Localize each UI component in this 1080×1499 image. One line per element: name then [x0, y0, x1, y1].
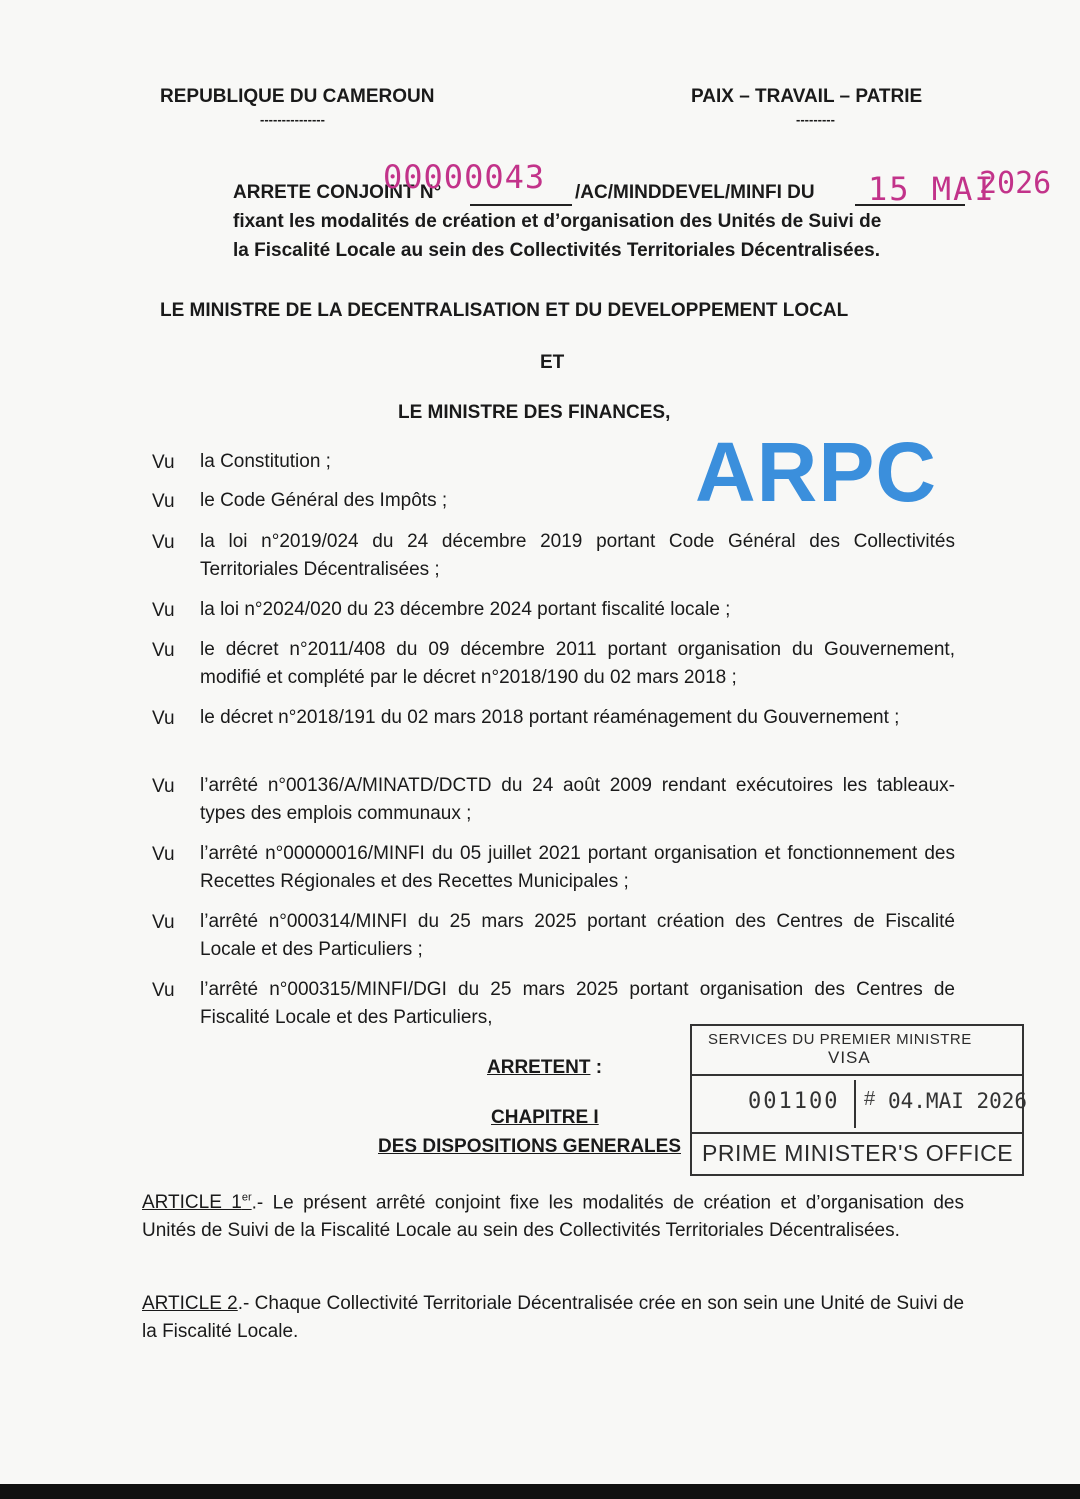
header-left-dash: --------------- — [260, 112, 325, 127]
visa-stamp — [690, 1024, 1028, 1176]
stamp-arrete-date: 15 MAI — [868, 170, 996, 208]
vu-label: Vu — [152, 708, 175, 729]
chapter-title: DES DISPOSITIONS GENERALES — [378, 1136, 681, 1157]
stamp-arrete-number: 00000043 — [383, 158, 546, 196]
visa-stamp-divider — [854, 1080, 856, 1128]
title-prefix: ARRETE CONJOINT N° — [233, 182, 442, 203]
vu-label: Vu — [152, 600, 175, 621]
article-1-text: .- Le présent arrêté conjoint fixe les modalités de création et d’organisation des Unités de Suivi de la Fiscalité Locale au sein des Collectivités Territoriales Décentralisées. — [142, 1192, 965, 1242]
visa-stamp-header — [692, 1026, 1022, 1076]
vu-item-loi-2019: la loi n°2019/024 du 24 décembre 2019 portant Code Général des Collectivités Territoriales Décentralisées ; — [200, 531, 955, 580]
article-1-label: ARTICLE 1er — [142, 1192, 252, 1214]
visa-stamp-visa: VISA — [828, 1048, 871, 1067]
vu-label: Vu — [152, 452, 175, 473]
header-country: REPUBLIQUE DU CAMEROUN — [160, 86, 435, 107]
vu-label: Vu — [152, 776, 175, 797]
visa-stamp-number: 001100 — [748, 1089, 840, 1114]
title-line-3: la Fiscalité Locale au sein des Collectivités Territoriales Décentralisées. — [233, 240, 881, 261]
visa-stamp-service: SERVICES DU PREMIER MINISTRE — [708, 1031, 972, 1048]
vu-label: Vu — [152, 532, 175, 553]
visa-stamp-date: 04.MAI 2026 — [888, 1089, 1028, 1113]
minister-finances: LE MINISTRE DES FINANCES, — [398, 402, 671, 423]
visa-stamp-office: PRIME MINISTER'S OFFICE — [702, 1140, 1014, 1166]
visa-stamp-body — [692, 1076, 1028, 1134]
article-2 — [142, 1290, 964, 1346]
vu-item-arrete-2009: l’arrêté n°00136/A/MINATD/DCTD du 24 août 2009 rendant exécutoires les tableaux-types des emplois communaux ; — [200, 775, 955, 824]
vu-item-arrete-315: l’arrêté n°000315/MINFI/DGI du 25 mars 2025 portant organisation des Centres de Fiscalité Locale et des Particuliers, — [200, 979, 955, 1028]
ministers-and: ET — [540, 352, 565, 373]
article-2-label: ARTICLE 2 — [142, 1293, 238, 1314]
vu-item-code-impots: le Code Général des Impôts ; — [200, 490, 448, 511]
header-motto: PAIX – TRAVAIL – PATRIE — [691, 86, 923, 107]
vu-item-arrete-314: l’arrêté n°000314/MINFI du 25 mars 2025 portant création des Centres de Fiscalité Locale et des Particuliers ; — [200, 911, 955, 960]
vu-item-decret-2011: le décret n°2011/408 du 09 décembre 2011 portant organisation du Gouvernement, modifié et complété par le décret n°2018/190 du 02 mars 2018 ; — [200, 639, 955, 688]
arpc-watermark: ARPC — [695, 425, 938, 519]
title-number-underline — [470, 204, 572, 206]
minister-decentralisation: LE MINISTRE DE LA DECENTRALISATION ET DU DEVELOPPEMENT LOCAL — [160, 300, 849, 321]
bottom-edge — [0, 1484, 1080, 1499]
vu-item-constitution: la Constitution ; — [200, 451, 331, 472]
vu-label: Vu — [152, 640, 175, 661]
vu-label: Vu — [152, 491, 175, 512]
stamp-arrete-year: 2026 — [979, 166, 1052, 201]
vu-label: Vu — [152, 912, 175, 933]
vu-item-decret-2018: le décret n°2018/191 du 02 mars 2018 portant réaménagement du Gouvernement ; — [200, 707, 900, 728]
vu-item-arrete-2021: l’arrêté n°00000016/MINFI du 05 juillet 2021 portant organisation et fonctionnement des Recettes Régionales et des Recettes Municipales ; — [200, 843, 955, 892]
article-2-text: .- Chaque Collectivité Territoriale Décentralisée crée en son sein une Unité de Suivi de la Fiscalité Locale. — [142, 1293, 965, 1342]
vu-label: Vu — [152, 980, 175, 1001]
arretent-heading: ARRETENT : — [487, 1057, 603, 1078]
title-middle: /AC/MINDDEVEL/MINFI DU — [575, 182, 815, 203]
article-1 — [142, 1184, 964, 1245]
header-right-dash: --------- — [796, 112, 835, 127]
vu-label: Vu — [152, 844, 175, 865]
title-line-2: fixant les modalités de création et d’organisation des Unités de Suivi de — [233, 211, 882, 232]
visa-stamp-mark-icon: # — [864, 1088, 876, 1110]
vu-item-loi-2024: la loi n°2024/020 du 23 décembre 2024 portant fiscalité locale ; — [200, 599, 731, 620]
chapter-number: CHAPITRE I — [491, 1107, 599, 1128]
